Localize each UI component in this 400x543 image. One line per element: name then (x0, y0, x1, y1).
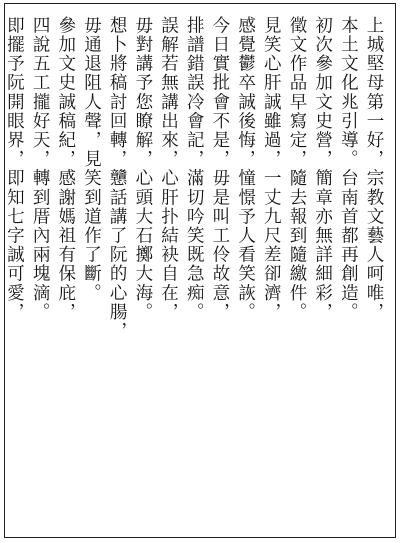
poem-column: 上城堅母第一好，宗教文藝人呵唯， (364, 16, 384, 322)
poem-column: 見笑心肝誠雖過，一丈九尺差卻濟， (261, 16, 282, 322)
poem-column: 毋通退阻人聲，見笑到道作了斷。 (81, 16, 102, 303)
poem-column: 毋對講予您瞭解，心頭大石擲大海。 (132, 16, 153, 322)
poem-column: 想卜將稿討回轉，戇話講了阮的心腸， (107, 16, 128, 341)
poem-column: 本土文化兆引導。台南首都再創造。 (338, 16, 359, 322)
poem-column: 今日實批會不是，毋是叫工伶故意， (209, 16, 230, 322)
poem-text-block (0, 16, 386, 341)
poem-column: 即擺予阮開眼界，即知七字誠可愛， (4, 16, 25, 322)
poem-column: 參加文史誠稿紀，感謝媽祖有保庇， (55, 16, 76, 322)
poem-column: 誤解若無講出來，心肝扑結袂自在， (158, 16, 179, 322)
poem-column: 四說五工攏好天，轉到厝內兩塊滴。 (30, 16, 51, 322)
poem-column: 初次參加文史營，簡章亦無詳細彩， (312, 16, 333, 322)
poem-column: 感覺鬱卒誠後悔，憧憬予人看笑詼。 (235, 16, 256, 322)
poem-column: 徵文作品早寫定，隨去報到隨繳件。 (286, 16, 307, 322)
poem-column: 排譜錯誤冷會記，滿切吟笑既急痴。 (184, 16, 205, 322)
